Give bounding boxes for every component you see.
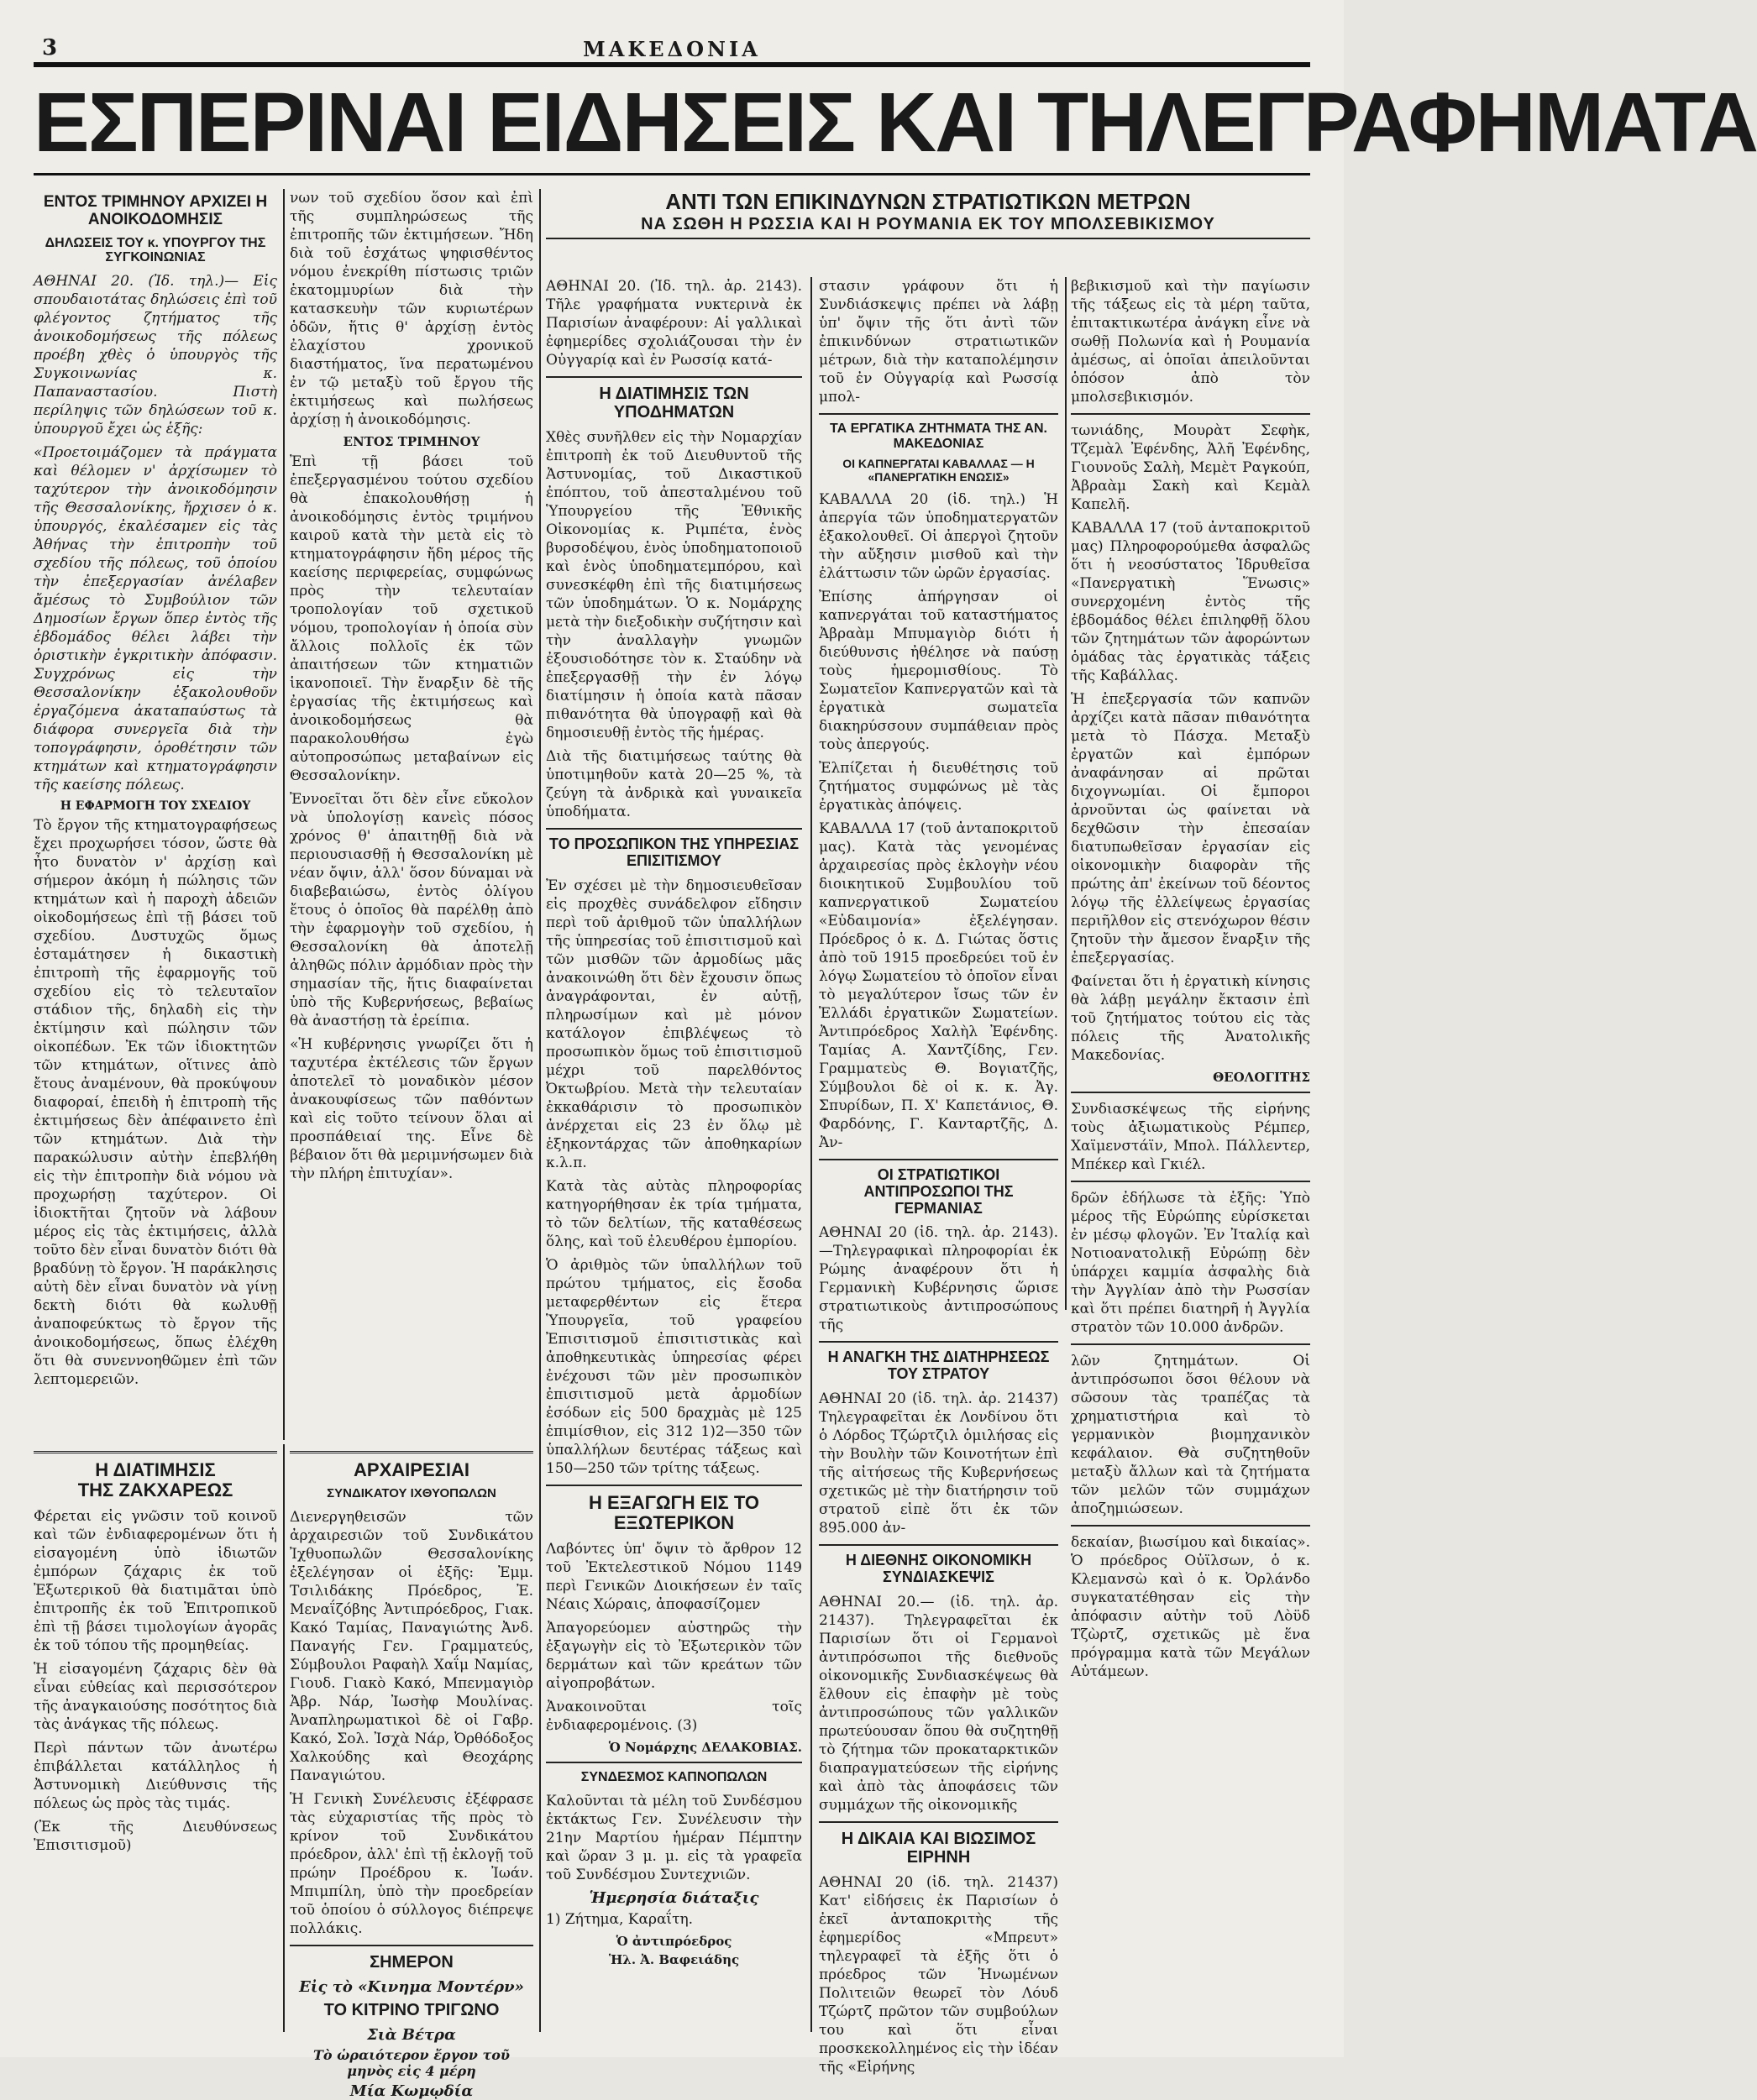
article-paragraph: ΚΑΒΑΛΛΑ 17 (τοῦ ἀνταποκριτοῦ μας). Κατὰ τὰς γενομένας ἀρχαιρεσίας πρὸς ἐκλογὴν νέου διοικητικοῦ Συμβουλίου τοῦ καπνεργατικοῦ Σωματείου «Εὐδαιμονία» ἐξελέγησαν. Πρόεδρος ὁ κ. Δ. Γιώτας ὅστις ἀπὸ τοῦ 1915 προεδρεύει τοῦ ἐν λόγῳ Σωματείου τὸ ὁποῖον εἶναι τὸ μεγαλύτερον ἴσως τῶν ἐν Ἑλλάδι ἐργατικῶν Σωματείων. Ἀντιπρόεδρος Χαλὴλ Ἐφένδης. Ταμίας Α. Χαντζίδης, Γεν. Γραμματεὺς Θ. Βογιατζῆς, Σύμβουλοι δὲ οἱ κ. κ. Ἀγ. Σπυρίδων, Π. Χ' Καπετάνιος, Θ. Φαρδόνης, Γ. Κανταρτζῆς, Δ. Ἀν-: [819, 820, 1058, 1151]
advert-line: Τὸ ὡραιότερον ἔργον τοῦ μηνὸς εἰς 4 μέρη: [312, 2046, 511, 2079]
column-2: [290, 189, 533, 1432]
article-paragraph: Ἐννοεῖται ὅτι δὲν εἶνε εὔκολον νὰ ὑπολογίσῃ κανεὶς πόσος χρόνος θ' ἀπαιτηθῇ διὰ νὰ περιουσιασθῇ ἡ Θεσσαλονίκη μὲ νέαν ὄψιν, ἀλλ' ὅσον δύναμαι νὰ διαβεβαιώσω, ἐντὸς ὀλίγου ἔτους ὁ ὁποῖος θὰ παρέλθῃ ἀπὸ τὴν ἐφαρμογὴν τοῦ σχεδίου, ἡ Θεσσαλονίκη θὰ ἀποτελῇ ἀληθῶς πόλιν ἀρμόδιαν πρὸς τὴν σημασίαν τῆς, ἥτις διαφαίνεται ὑπὸ τῆς Κυβερνήσεως, βεβαίως θὰ ἀναστήσῃ τὰ ἐρείπια.: [290, 791, 533, 1029]
article-headline: ΣΥΝΔΕΣΜΟΣ ΚΑΠΝΟΠΩΛΩΝ: [580, 1769, 768, 1784]
article-paragraph: τωνιάδης, Μουρὰτ Σεφὴκ, Τζεμὰλ Ἐφένδης, Ἀλῆ Ἐφένδης, Γιουνοῦς Σαλὴ, Μεμὲτ Ραγκούπ, Ἀβραὰμ Σακὴ καὶ Κεμὰλ Καπελῆ.: [1071, 422, 1310, 513]
advert-line: Εἰς τὸ «Κινημα Μοντέρν»: [299, 1977, 524, 1996]
article-paragraph: «Ἡ κυβέρνησις γνωρίζει ὅτι ἡ ταχυτέρα ἐκτέλεσις τῶν ἔργων ἀποτελεῖ τὸ μοναδικὸν μέσον ἀνακουφίσεως τῶν παθόντων καὶ εἰς τοῦτο τείνουν ὅλαι αἱ προσπάθειαί της. Εἶνε δὲ βέβαιον ὅτι θὰ μεριμνήσωμεν διὰ τὴν πλήρη ἐπιτυχίαν».: [290, 1036, 533, 1182]
advert-headline: ΣΗΜΕΡΟΝ: [370, 1952, 454, 1972]
divider: [546, 1485, 802, 1486]
wide-headline-block: [546, 189, 1310, 239]
divider: [546, 376, 802, 378]
agenda-item: 1) Ζήτημα, Καραΐτη.: [546, 1910, 694, 1928]
divider: [1071, 1092, 1310, 1093]
article-headline: ΟΙ ΣΤΡΑΤΙΩΤΙΚΟΙ ΑΝΤΙΠΡΟΣΩΠΟΙ ΤΗΣ ΓΕΡΜΑΝΙΑΣ: [863, 1165, 1014, 1217]
signature: ΘΕΟΛΟΓΙΤΗΣ: [1213, 1070, 1310, 1085]
column-rule: [283, 189, 285, 1440]
divider: [546, 1762, 802, 1763]
article-paragraph: δρῶν ἐδήλωσε τὰ ἑξῆς: Ὑπὸ μέρος τῆς Εὐρώπης εὑρίσκεται ἐν μέσῳ φλογῶν. Ἐν Ἰταλίᾳ καὶ Νοτιοανατολικῇ Εὐρώπῃ δὲν ὑπάρχει καμμία ἀσφαλὴς διὰ τὴν Ἀγγλίαν ἀπὸ τὴν Ρωσσίαν καὶ ὅτι πρέπει διατηρῆ ἡ Ἀγγλία στρατὸν τῶν 10.000 ἀνδρῶν.: [1071, 1190, 1310, 1336]
divider: [546, 828, 802, 830]
article-subheadline: ΝΑ ΣΩΘΗ Η ΡΩΣΣΙΑ ΚΑΙ Η ΡΟΥΜΑΝΙΑ ΕΚ ΤΟΥ ΜΠΟΛΣΕΒΙΚΙΣΜΟΥ: [546, 215, 1310, 239]
divider: [1071, 1181, 1310, 1182]
article-paragraph: Φαίνεται ὅτι ἡ ἐργατικὴ κίνησις θὰ λάβῃ μεγάλην ἔκτασιν ἐπὶ τοῦ ζητήματος τούτου εἰς τὰς πόλεις τῆς Ἀνατολικῆς Μακεδονίας.: [1071, 973, 1310, 1064]
article-headline: Η ΔΙΚΑΙΑ ΚΑΙ ΒΙΩΣΙΜΟΣ ΕΙΡΗΝΗ: [841, 1829, 1036, 1867]
article-paragraph: στασιν γράφουν ὅτι ἡ Συνδιάσκεψις πρέπει νὰ λάβῃ ὑπ' ὄψιν τῆς ὅτι ἀντὶ τῶν ἐπικινδύνων στρατιωτικῶν μέτρων, διὰ τὴν καταπολέμησιν τοῦ ἐν Οὐγγαρίᾳ καὶ Ρωσσίᾳ μπολ-: [819, 278, 1058, 406]
article-sugar-prices: [34, 1444, 277, 2032]
article-paragraph: (Ἐκ τῆς Διευθύνσεως Ἐπισιτισμοῦ): [34, 1819, 277, 1855]
section-banner: ΕΣΠΕΡΙΝΑΙ ΕΙΔΗΣΕΙΣ ΚΑΙ ΤΗΛΕΓΡΑΦΗΜΑΤΑ: [34, 72, 1310, 175]
signature: Ὁ ἀντιπρόεδρος: [616, 1933, 732, 1949]
article-paragraph: Περὶ πάντων τῶν ἀνωτέρω ἐπιβάλλεται κατάλληλος ἡ Ἀστυνομικὴ Διεύθυνσις τῆς πόλεως ὡς πρὸς τὰς τιμάς.: [34, 1740, 277, 1813]
article-subheading: ΕΝΤΟΣ ΤΡΙΜΗΝΟΥ: [343, 434, 480, 449]
advert-line: Σιὰ Βέτρα: [367, 2025, 456, 2044]
divider: [1071, 1525, 1310, 1527]
article-subheadline: ΔΗΛΩΣΕΙΣ ΤΟΥ κ. ΥΠΟΥΡΓΟΥ ΤΗΣ ΣΥΓΚΟΙΝΩΝΙΑΣ: [45, 235, 266, 265]
article-paragraph: Ἀπαγορεύομεν αὐστηρῶς τὴν ἐξαγωγὴν εἰς τὸ Ἐξωτερικὸν τῶν δερμάτων καὶ τῶν κρεάτων τῶν αἰγοπροβάτων.: [546, 1619, 802, 1692]
column-4: [819, 277, 1058, 2076]
article-paragraph: Διενεργηθεισῶν τῶν ἀρχαιρεσιῶν τοῦ Συνδικάτου Ἰχθυοπωλῶν Θεσσαλονίκης ἐξελέγησαν οἱ ἑξῆς: Ἐμμ. Τσιλιδάκης Πρόεδρος, Ἐ. Μεναΐζόβης Ἀντιπρόεδρος, Γιακ. Κακό Ταμίας, Παναγιώτης Ἀνδ. Παναγής Γεν. Γραμματεύς, Σύμβουλοι Ραφαὴλ Χαΐμ Ναμίας, Γιουδ. Γιακὸ Κακό, Μπενμαγιὸρ Ἀβρ. Νάρ, Ἰωσὴφ Μουλίνας. Ἀναπληρωματικοὶ δὲ οἱ Γαβρ. Κακό, Σολ. Ἰσχὰ Νάρ, Ὀρθόδοξος Χαλκούδης καὶ Θεοχάρης Παναγιώτου.: [290, 1508, 533, 1784]
article-headline: ΕΝΤΟΣ ΤΡΙΜΗΝΟΥ ΑΡΧΙΖΕΙ Η ΑΝΟΙΚΟΔΟΜΗΣΙΣ: [43, 193, 268, 228]
article-paragraph: Διὰ τῆς διατιμήσεως ταύτης θὰ ὑποτιμηθοῦν κατὰ 20—25 %, τὰ ζεύγη τὰ ἀνδρικὰ καὶ γυναικεῖα ὑποδήματα.: [546, 748, 802, 820]
article-paragraph: Χθὲς συνῆλθεν εἰς τὴν Νομαρχίαν ἐπιτροπὴ ἐκ τοῦ Διευθυντοῦ τῆς Ἀστυνομίας, τοῦ Δικαστικοῦ ἐπόπτου, τοῦ ἀπεσταλμένου τοῦ Ὑπουργείου τῆς Ἐθνικῆς Οἰκονομίας κ. Ριμπέτα, ἑνὸς βυρσοδέψου, ἑνὸς ὑποδηματοποιοῦ καὶ ἑνὸς ὑποδηματεμπόρου, καὶ συνεσκέφθη ἐπὶ τῆς διατιμήσεως τῶν ὑποδημάτων. Ὁ κ. Νομάρχης μετὰ τὴν διεξοδικὴν συζήτησιν καὶ τὴν ἀναλλαγὴν γνωμῶν ἐξουσιοδότησε τὸν κ. Σταύδην νὰ ἐπεξεργασθῇ τὴν ἐν λόγῳ διατίμησιν ἡ ὁποία κατὰ πᾶσαν πιθανότητα θὰ ὑπογραφῇ καὶ θὰ δημοσιευθῇ ἐντὸς τῆς ἡμέρας.: [546, 429, 802, 741]
divider: [819, 413, 1058, 415]
masthead: ΜΑΚΕΔΟΝΙΑ: [583, 37, 761, 61]
article-paragraph: ΑΘΗΝΑΙ 20.— (ἰδ. τηλ. ἀρ. 21437). Τηλεγραφεῖται ἐκ Παρισίων ὅτι οἱ Γερμανοὶ ἀντιπρόσωποι τῆς διεθνοῦς οἰκονομικῆς Συνδιασκέψεως θὰ ἔλθουν εἰς ἐπαφὴν μὲ τοὺς ἀντιπροσώπους τῶν γαλλικῶν πρωτεύουσαν ὅπου θὰ συζητηθῇ τὸ ζήτημα τῶν προκαταρκτικῶν διαπραγματεύσεων τῆς εἰρήνης καὶ ἀπὸ τὰς ἀποφάσεις τῶν συμμάχων τῆς οἰκονομικῆς: [819, 1593, 1058, 1814]
divider: [1071, 1343, 1310, 1345]
article-paragraph: Φέρεται εἰς γνῶσιν τοῦ κοινοῦ καὶ τῶν ἐνδιαφερομένων ὅτι ἡ εἰσαγομένη ὑπὸ ἰδιωτῶν ἐμπόρων ζάχαρις ἐκ τοῦ Ἐξωτερικοῦ θὰ διατιμᾶται ὑπὸ ἐπιτροπῆς ἐκ τοῦ Ἐπιτροπικοῦ ἐπὶ τῇ βάσει τιμολογίων ἀγορᾶς ἐκ τοῦ τόπου τῆς προμηθείας.: [34, 1508, 277, 1655]
article-paragraph: ΚΑΒΑΛΛΑ 17 (τοῦ ἀνταποκριτοῦ μας) Πληροφορούμεθα ἀσφαλῶς ὅτι ἡ νεοσύστατος Ἰδρυθεῖσα «Πανεργατικὴ Ἕνωσις» συνερχομένη ἐντὸς τῆς ἑβδομάδος θέλει ἐπιληφθῇ ὅλου τῶν ζητημάτων τῶν ἀφορώντων ὁμάδας τὰς ἐργατικὰς τάξεις τῆς Καβάλλας.: [1071, 520, 1310, 684]
divider: [819, 1544, 1058, 1546]
page-header: [34, 29, 1310, 67]
divider: [819, 1159, 1058, 1160]
article-paragraph: ΚΑΒΑΛΛΑ 20 (ἰδ. τηλ.) Ἡ ἀπεργία τῶν ὑποδηματεργατῶν ἐξακολουθεῖ. Οἱ ἀπεργοὶ ζητοῦν τὴν αὔξησιν μισθοῦ καὶ τὴν ἐλάττωσιν τῶν ὡρῶν ἐργασίας.: [819, 490, 1058, 582]
column-3: [546, 277, 802, 2032]
article-headline: Η ΔΙΑΤΙΜΗΣΙΣ ΤΩΝ ΥΠΟΔΗΜΑΤΩΝ: [599, 385, 749, 422]
article-paragraph: δεκαίαν, βιωσίμου καὶ δικαίας». Ὁ πρόεδρος Οὐϊλσων, ὁ κ. Κλεμανσὼ καὶ ὁ κ. Ὀρλάνδο συγκατατέθησαν εἰς τὴν ἀπόφασιν αὐτὴν τοῦ Λὸϋδ Τζὼρτζ, σχετικῶς μὲ ἕνα πρόγραμμα κατὰ τῶν Μεγάλων Αὐτάμεων.: [1071, 1534, 1310, 1680]
article-headline: Η ΑΝΑΓΚΗ ΤΗΣ ΔΙΑΤΗΡΗΣΕΩΣ ΤΟΥ ΣΤΡΑΤΟΥ: [827, 1349, 1050, 1383]
agenda-label: Ἡμερησία διάταξις: [589, 1888, 759, 1907]
article-paragraph: βεβικισμοῦ καὶ τὴν παγίωσιν τῆς τάξεως εἰς τὰ μέρη ταῦτα, ἐπιτακτικωτέρα ἀνάγκη εἶνε νὰ σωθῇ Πολωνία καὶ ἡ Ρουμανία ἀμέσως, αἱ ὁποῖαι ἀπειλοῦνται ὁπόσον ἀπὸ τὸν μπολσεβικισμόν.: [1071, 278, 1310, 406]
article-paragraph: ΑΘΗΝΑΙ 20 (ἰδ. τηλ. ἀρ. 2143).—Τηλεγραφικαὶ πληροφορίαι ἐκ Ρώμης ἀναφέρουν ὅτι ἡ Γερμανικὴ Κυβέρνησις ὥρισε στρατιωτικοὺς ἀντιπροσώπους τῆς: [819, 1224, 1058, 1334]
article-paragraph: Κατὰ τὰς αὐτὰς πληροφορίας κατηγορήθησαν ἐκ τρία τμήματα, τὸ τῶν δελτίων, τῆς καταθέσεως ὅλης, καὶ τοῦ ἐλευθέρου ἐμπορίου.: [546, 1177, 802, 1250]
article-paragraph: ΑΘΗΝΑΙ 20. (Ἰδ. τηλ.)— Εἰς σπουδαιοτάτας δηλώσεις ἐπὶ τοῦ φλέγοντος ζητήματος τῆς ἀνοικοδομήσεως τῆς πόλεως προέβη χθὲς ὁ ὑπουργὸς τῆς Συγκοινωνίας κ. Παπαναστασίου. Πιστὴ περίληψις τῶν δηλώσεων τοῦ κ. ὑπουργοῦ ἔχει ὡς ἑξῆς:: [34, 272, 277, 437]
page-number: 3: [42, 35, 58, 60]
article-elections: [290, 1444, 533, 2100]
column-rule: [283, 1444, 285, 2032]
article-subheading: Η ΕΦΑΡΜΟΓΗ ΤΟΥ ΣΧΕΔΙΟΥ: [60, 799, 251, 813]
article-headline: ΑΡΧΑΙΡΕΣΙΑΙ: [354, 1459, 469, 1480]
column-rule: [539, 189, 541, 2032]
divider: [1071, 413, 1310, 415]
divider: [819, 1821, 1058, 1823]
divider: [290, 1945, 533, 1946]
article-paragraph: Λαβόντες ὑπ' ὄψιν τὸ ἄρθρον 12 τοῦ Ἐκτελεστικοῦ Νόμου 1149 περὶ Γενικῶν Διοικήσεων ἐν ταῖς Νέαις Χώραις, ἀποφασίζομεν: [546, 1540, 802, 1613]
article-headline: ΤΑ ΕΡΓΑΤΙΚΑ ΖΗΤΗΜΑΤΑ ΤΗΣ ΑΝ. ΜΑΚΕΔΟΝΙΑΣ: [830, 422, 1047, 451]
column-5: [1071, 277, 1310, 2032]
article-paragraph: λῶν ζητημάτων. Οἱ ἀντιπρόσωποι ὅσοι θέλουν νὰ σῶσουν τὰς τραπέζας τὰ χρηματιστήρια καὶ τὸ γερμανικὸν βιομηχανικὸν κεφάλαιον. Θὰ συζητηθοῦν μεταξὺ ἄλλων καὶ τὰ ζητήματα τῶν μελῶν τῶν συμμάχων ἀποζημιώσεων.: [1071, 1353, 1310, 1517]
article-paragraph: Ὁ ἀριθμὸς τῶν ὑπαλλήλων τοῦ πρώτου τμήματος, εἰς ἔσοδα μεταφερθέντων εἰς ἕτερα Ὑπουργεῖα, τοῦ γραφείου Ἐπισιτισμοῦ ἐπισιτιστικὰς καὶ ἀποθηκευτικὰς ὑπηρεσίας φέρει ἐνέχουσι τῶν μὲν προσωπικὸν ἐπισιτισμοῦ μετὰ ἁρμοδίων ἐσόδων εἰς 500 δραχμὰς μὲ 125 ἐπιμίσθιον, εἰς 312 1)2—350 τῶν ὑπαλλήλων δευτέρας τάξεως καὶ 150—250 τῶν τρίτης τάξεως.: [546, 1256, 802, 1477]
article-paragraph: Καλοῦνται τὰ μέλη τοῦ Συνδέσμου ἐκτάκτως Γεν. Συνέλευσιν τὴν 21ην Μαρτίου ἡμέραν Πέμπτην καὶ ὥραν 3 μ. μ. εἰς τὰ γραφεῖα τοῦ Συνδέσμου Συντεχνιῶν.: [546, 1792, 802, 1883]
article-headline: Η ΕΞΑΓΩΓΗ ΕΙΣ ΤΟ ΕΞΩΤΕΡΙΚΟΝ: [588, 1491, 760, 1533]
article-paragraph: Ἡ ἐπεξεργασία τῶν καπνῶν ἀρχίζει κατὰ πᾶσαν πιθανότητα μετὰ τὸ Πάσχα. Μεταξὺ ἐργατῶν καὶ ἐμπόρων ἀναφάνησαν αἱ πρῶται διχογνωμίαι. Οἱ ἔμποροι ἀρνοῦνται ὡς φαίνεται νὰ δεχθῶσιν τὴν ἐπεσαίαν διατυπωθεῖσαν ἐργασίαν εἰς οἰκονομικὴν διαφορὰν τῆς πρώτης ἀπ' ἐκείνων τοῦ δέοντος λόγῳ τῆς ἐλλείψεως ἐργασίας περιῆλθον εἰς στενόχωρον θέσιν ζητοῦν τὴν ἄμεσον ἔναρξιν τῆς ἐπεξεργασίας.: [1071, 691, 1310, 966]
article-paragraph: Τὸ ἔργον τῆς κτηματογραφήσεως ἔχει προχωρήσει τόσον, ὥστε θὰ ἦτο δυνατὸν ν' ἀρχίσῃ καὶ σήμερον ἀκόμη ἡ πώλησις τῶν κτημάτων καὶ ἡ παροχὴ ἀδειῶν οἰκοδομήσεως ἐπὶ τῇ βάσει τοῦ σχεδίου. Δυστυχῶς ὅμως ἐσταμάτησεν ἡ δικαστικὴ ἐπιτροπὴ τῆς ἐφαρμογῆς τοῦ σχεδίου εἰς τὸ τελευταῖον στάδιον τῆς, δηλαδὴ εἰς τὴν ἐκτίμησιν καὶ πώλησιν τῶν οἰκοπέδων. Ἐκ τῶν ἰδιοκτητῶν τῶν κτημάτων, οἵτινες ἀπὸ ἔτους ἀναμένουν, θὰ προκύψουν διαφοραί, ἐπειδὴ ἡ ἐπιτροπὴ τῆς ἐκτιμήσεως δὲν ἀπέφαινετο ἐπὶ τῶν κτημάτων. Διὰ τὴν παρακώλυσιν αὐτὴν ἐπεβλήθη εἰς τὴν ἐπιτροπὴν διὰ νόμου νὰ προχωρήσῃ ταχύτερον. Οἱ ἰδιοκτῆται ζητοῦν νὰ λάβουν μέρος εἰς τὰς ἐκτιμήσεις, ἀλλὰ τοῦτο δὲν εἶναι δυνατὸν διότι θὰ βραδύνῃ τὸ ἔργον. Ἡ παράκλησις αὐτὴ δὲν εἶναι δυνατὸν νὰ γίνῃ δεκτὴ διότι θὰ κωλυθῇ ἀναποφεύκτως τὸ ἔργον τῆς ἀνοικοδομήσεως, ὅπως ἐλέχθη ὅτι θὰ συνεννοηθῶμεν ἐπὶ τῶν λεπτομερειῶν.: [34, 816, 277, 1388]
article-headline: Η ΔΙΕΘΝΗΣ ΟΙΚΟΝΟΜΙΚΗ ΣΥΝΔΙΑΣΚΕΨΙΣ: [845, 1551, 1032, 1585]
signature: Ἡλ. Ἀ. Βαφειάδης: [608, 1951, 740, 1967]
article-paragraph: Ἐν σχέσει μὲ τὴν δημοσιευθεῖσαν εἰς προχθὲς συνάδελφον εἴδησιν περὶ τοῦ ἀριθμοῦ τῶν ὑπαλλήλων τῆς ὑπηρεσίας τοῦ ἐπισιτισμοῦ καὶ τῶν μισθῶν τῶν ἀρμοδίως μᾶς ἀνακοινώθη ὅτι δὲν ἔχουσιν ὅπως ἀναγράφονται, ἐν αὐτῇ, πληρωσίμων καὶ μὲ μόνον κατάλογον ἐπιβλέψεως τὸ προσωπικὸν ὅμως τοῦ ἐπισιτισμοῦ μέχρι τοῦ παρελθόντος Ὀκτωβρίου. Μετὰ τὴν τελευταίαν ἐκκαθάρισιν τὸ προσωπικὸν ἀνέρχεται εἰς 23 ἐν ὅλῳ μὲ ἑξηκοντάρχας τῶν ἀποθηκαρίων κ.λ.π.: [546, 877, 802, 1171]
article-subheadline: ΣΥΝΔΙΚΑΤΟΥ ΙΧΘΥΟΠΩΛΩΝ: [327, 1486, 496, 1501]
article-paragraph: νων τοῦ σχεδίου ὅσον καὶ ἐπὶ τῆς συμπληρώσεως τῆς ἐπιτροπῆς τῶν ἐκτιμήσεων. Ἤδη διὰ τοῦ ἐσχάτως ψηφισθέντος νόμου ἐνεκρίθη πίστωσις τριῶν ἑκατομμυρίων διὰ τὴν κατασκευὴν τῶν κυριωτέρων ὁδῶν, ἥτις θ' ἀρχίσῃ ἐντὸς ἐλαχίστου χρονικοῦ διαστήματος, ἵνα περατωμένου ἐν τῷ μεταξὺ τοῦ ἔργου τῆς ἐκτιμήσεως καὶ πωλήσεως ἀρχίσῃ ἡ ἀνοικοδόμησις.: [290, 190, 533, 428]
signature: Ὁ Νομάρχης ΔΕΛΑΚΟΒΙΑΣ.: [608, 1739, 802, 1755]
divider: [34, 1451, 277, 1453]
article-headline: ΑΝΤΙ ΤΩΝ ΕΠΙΚΙΝΔΥΝΩΝ ΣΤΡΑΤΙΩΤΙΚΩΝ ΜΕΤΡΩΝ: [665, 189, 1191, 214]
column-rule: [1065, 277, 1067, 1310]
article-paragraph: Ἀνακοινοῦται τοῖς ἐνδιαφερομένοις. (3): [546, 1698, 802, 1734]
article-paragraph: Ἐλπίζεται ἡ διευθέτησις τοῦ ζητήματος συμφώνως μὲ τὰς ἐργατικὰς ἀπόψεις.: [819, 759, 1058, 814]
advert-line: Μία Κωμῳδία: [349, 2082, 474, 2100]
column-rule: [810, 277, 812, 2032]
article-subheadline: ΟΙ ΚΑΠΝΕΡΓΑΤΑΙ ΚΑΒΑΛΛΑΣ — Η «ΠΑΝΕΡΓΑΤΙΚΗ ΕΝΩΣΙΣ»: [842, 457, 1035, 484]
article-paragraph: Ἡ Γενικὴ Συνέλευσις ἐξέφρασε τὰς εὐχαριστίας τῆς πρὸς τὸ κρίνον τοῦ Συνδικάτου πρόεδρον, ἀλλ' ἐπὶ τῇ ἐκλογῇ τοῦ πρώην Προέδρου κ. Ἰωάν. Μπιμπίλη, ὑπὸ τὴν προεδρείαν τοῦ ὁποίου ὁ σύλλογος διέπρεψε πολλάκις.: [290, 1790, 533, 1937]
divider: [290, 1451, 533, 1453]
article-paragraph: Ἐπίσης ἀπήργησαν οἱ καπνεργάται τοῦ καταστήματος Ἀβραὰμ Μπυμαγιὸρ διότι ἡ διεύθυνσις ἠθέλησε νὰ παύσῃ τοὺς ἡμερομισθίους. Τὸ Σωματεῖον Καπνεργατῶν καὶ τὰ ἐργατικὰ σωματεῖα διακηρύσσουν συμπάθειαν πρὸς τοὺς ἀπεργούς.: [819, 588, 1058, 753]
article-paragraph: ΑΘΗΝΑΙ 20 (ἰδ. τηλ. ἀρ. 21437) Τηλεγραφεῖται ἐκ Λονδίνου ὅτι ὁ Λόρδος Τζώρτζιλ ὁμιλήσας εἰς τὴν Βουλὴν τῶν Κοινοτήτων ἐπὶ τῆς αἰτήσεως τῆς Κυβερνήσεως σχετικῶς μὲ τὴν διατήρησιν τοῦ στρατοῦ εἰπὲ ὅτι ἐκ τῶν 895.000 ἀν-: [819, 1390, 1058, 1537]
advert-title: ΤΟ ΚΙΤΡΙΝΟ ΤΡΙΓΩΝΟ: [323, 2000, 500, 2019]
article-headline: Η ΔΙΑΤΙΜΗΣΙΣ ΤΗΣ ΖΑΚΧΑΡΕΩΣ: [77, 1459, 233, 1501]
article-paragraph: Συνδιασκέψεως τῆς εἰρήνης τοὺς ἀξιωματικοὺς Ρέμπερ, Χαϊμενστάϊν, Μπολ. Πάλλεντερ, Μπέκερ καὶ Γκιέλ.: [1071, 1101, 1310, 1173]
divider: [819, 1341, 1058, 1343]
article-headline: ΤΟ ΠΡΟΣΩΠΙΚΟΝ ΤΗΣ ΥΠΗΡΕΣΙΑΣ ΕΠΙΣΙΤΙΣΜΟΥ: [548, 835, 800, 869]
article-paragraph: «Προετοιμάζομεν τὰ πράγματα καὶ θέλομεν ν' ἀρχίσωμεν τὸ ταχύτερον τὴν ἀνοικοδόμησιν τῆς Θεσσαλονίκης, ἤρχισεν ὁ κ. ὑπουργός, ἐκαλέσαμεν εἰς τὰς Ἀθήνας τὴν ἐπιτροπὴν τοῦ σχεδίου τῆς πόλεως, τοῦ ὁποίου τὴν ἐπεξεργασίαν ἀνέλαβεν ἄμέσως τὸ Συμβούλιον τῶν Δημοσίων ἔργων ὅπερ ἐντὸς τῆς ἑβδομάδος θέλει λάβει τὴν ὁριστικὴν ἐγκριτικὴν ἀπόφασιν. Συγχρόνως εἰς τὴν Θεσσαλονίκην ἐξακολουθοῦν ἐργαζόμενα ἀκαταπαύστως τὰ διάφορα συνεργεῖα διὰ τὴν τοπογράφησιν, ὁροθέτησιν τῶν κτημάτων καὶ κτηματογράφησιν τῆς καείσης πόλεως.: [34, 443, 277, 793]
article-paragraph: Ἐπὶ τῇ βάσει τοῦ ἐπεξεργασμένου τούτου σχεδίου θὰ ἐπακολουθήσῃ ἡ ἀνοικοδόμησις ἐντὸς τριμήνου καιροῦ κατὰ τὴν μετὰ εἰς τὸ κτηματογράφησιν ἤδη μέρος τῆς καείσης περιφερείας, συμφώνως πρὸς τὴν τελευταίαν τροπολογίαν τοῦ σχετικοῦ νόμου, τροπολογίαν ἡ ὁποία σὺν ἄλλοις πολλοῖς ἐκ τῶν ἀπαιτήσεων τῶν κτηματιῶν ἱκανοποιεῖ. Τὴν ἔναρξιν δὲ τῆς ἐργασίας τῆς ἐκτιμήσεως καὶ ἀνοικοδομήσεως θὰ παρακολουθήσω ἐγὼ αὐτοπροσώπως μεταβαίνων εἰς Θεσσαλονίκην.: [290, 453, 533, 784]
article-paragraph: Ἡ εἰσαγομένη ζάχαρις δὲν θὰ εἶναι εὐθείας καὶ περισσότερον τῆς ἀναγκαιούσης ποσότητος διὰ τὰς ἀνάγκας τῆς πόλεως.: [34, 1661, 277, 1734]
article-paragraph: ΑΘΗΝΑΙ 20 (ἰδ. τηλ. 21437) Κατ' εἰδήσεις ἐκ Παρισίων ὁ ἐκεῖ ἀνταποκριτὴς τῆς ἐφημερίδος «Μπρευτ» τηλεγραφεῖ τὰ ἑξῆς ὅτι ὁ πρόεδρος τῶν Ἡνωμένων Πολιτειῶν θεωρεῖ τὸν Λόυδ Τζώρτζ πρῶτον τῶν συμβούλων του καὶ ὅτι εἶναι προσκεκολλημένος εἰς τὴν ἰδέαν τῆς «Εἰρήνης: [819, 1873, 1058, 2076]
article-paragraph: ΑΘΗΝΑΙ 20. (Ἰδ. τηλ. ἀρ. 2143). Τῆλε γραφήματα νυκτερινὰ ἐκ Παρισίων ἀναφέρουν: Αἱ γαλλικαὶ ἐφημερίδες σχολιάζουσαι τὴν ἐν Οὐγγαρίᾳ καὶ ἐν Ρωσσίᾳ κατά-: [546, 278, 802, 369]
